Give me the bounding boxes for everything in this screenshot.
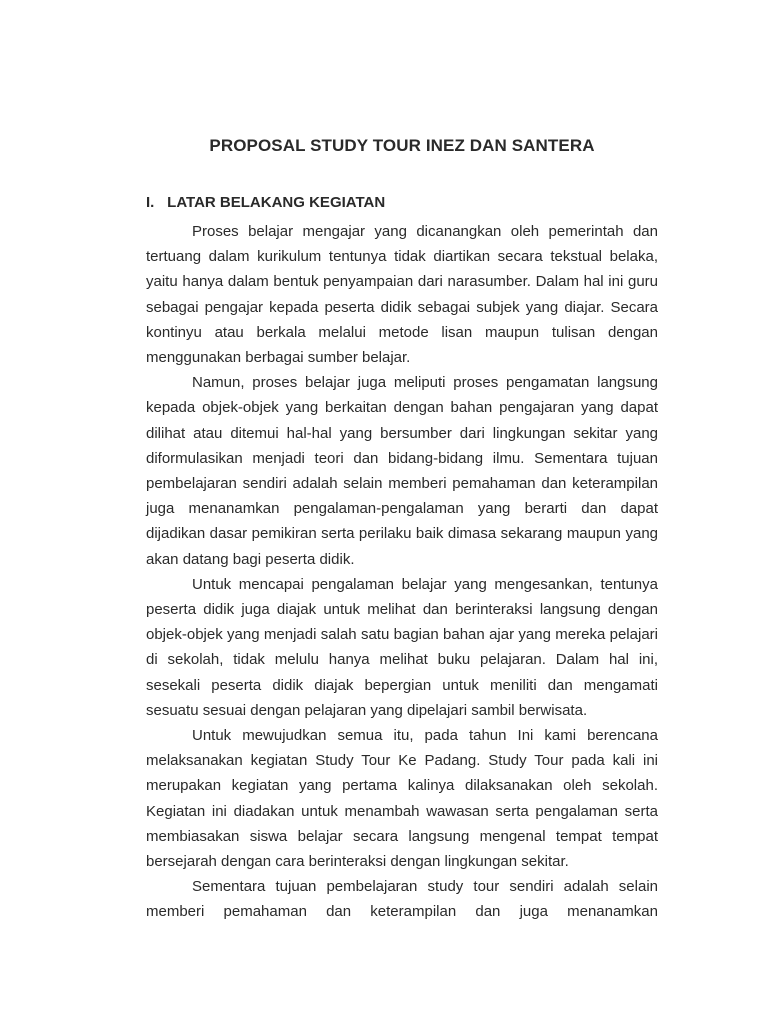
section-heading bbox=[146, 194, 385, 211]
paragraph-4: Untuk mewujudkan semua itu, pada tahun Ini kami berencana melaksanakan kegiatan Study Tour Ke Padang. Study Tour pada kali ini merupakan kegiatan yang pertama kalinya dilaksanakan oleh sekolah. Kegiatan ini diadakan untuk menambah wawasan serta pengalaman serta membiasakan siswa belajar secara langsung mengenal tempat tempat bersejarah dengan cara berinteraksi dengan lingkungan sekitar. bbox=[146, 727, 658, 871]
paragraph-1: Proses belajar mengajar yang dicanangkan oleh pemerintah dan tertuang dalam kurikulum tentunya tidak diartikan secara tekstual belaka, yaitu hanya dalam bentuk penyampaian dari narasumber. Dalam hal ini guru sebagai pengajar kepada peserta didik sebagai subjek yang diajar. Secara kontinyu atau berkala melalui metode lisan maupun tulisan dengan menggunakan berbagai sumber belajar. bbox=[146, 223, 658, 367]
paragraph-2: Namun, proses belajar juga meliputi proses pengamatan langsung kepada objek-objek yang berkaitan dengan bahan pengajaran yang dapat dilihat atau ditemui hal-hal yang bersumber dari lingkungan sekitar yang diformulasikan menjadi teori dan bidang-bidang ilmu. Sementara tujuan pembelajaran sendiri adalah selain memberi pemahaman dan keterampilan juga menanamkan pengalaman-pengalaman yang berarti dan dapat dijadikan dasar pemikiran serta perilaku baik dimasa sekarang maupun yang akan datang bagi peserta didik. bbox=[146, 374, 658, 568]
paragraph-3: Untuk mencapai pengalaman belajar yang mengesankan, tentunya peserta didik juga diajak untuk melihat dan berinteraksi langsung dengan objek-objek yang menjadi salah satu bagian bahan ajar yang mereka pelajari di sekolah, tidak melulu hanya melihat buku pelajaran. Dalam hal ini, sesekali peserta didik diajak bepergian untuk meniliti dan mengamati sesuatu sesuai dengan pelajaran yang dipelajari sambil berwisata. bbox=[146, 575, 658, 719]
document-title: PROPOSAL STUDY TOUR INEZ DAN SANTERA bbox=[209, 136, 595, 155]
section-body bbox=[146, 219, 658, 925]
section-heading-text: LATAR BELAKANG KEGIATAN bbox=[167, 194, 386, 211]
paragraph-5: Sementara tujuan pembelajaran study tour sendiri adalah selain memberi pemahaman dan keterampilan dan juga menanamkan bbox=[146, 878, 658, 921]
section-number: I. bbox=[146, 194, 155, 211]
